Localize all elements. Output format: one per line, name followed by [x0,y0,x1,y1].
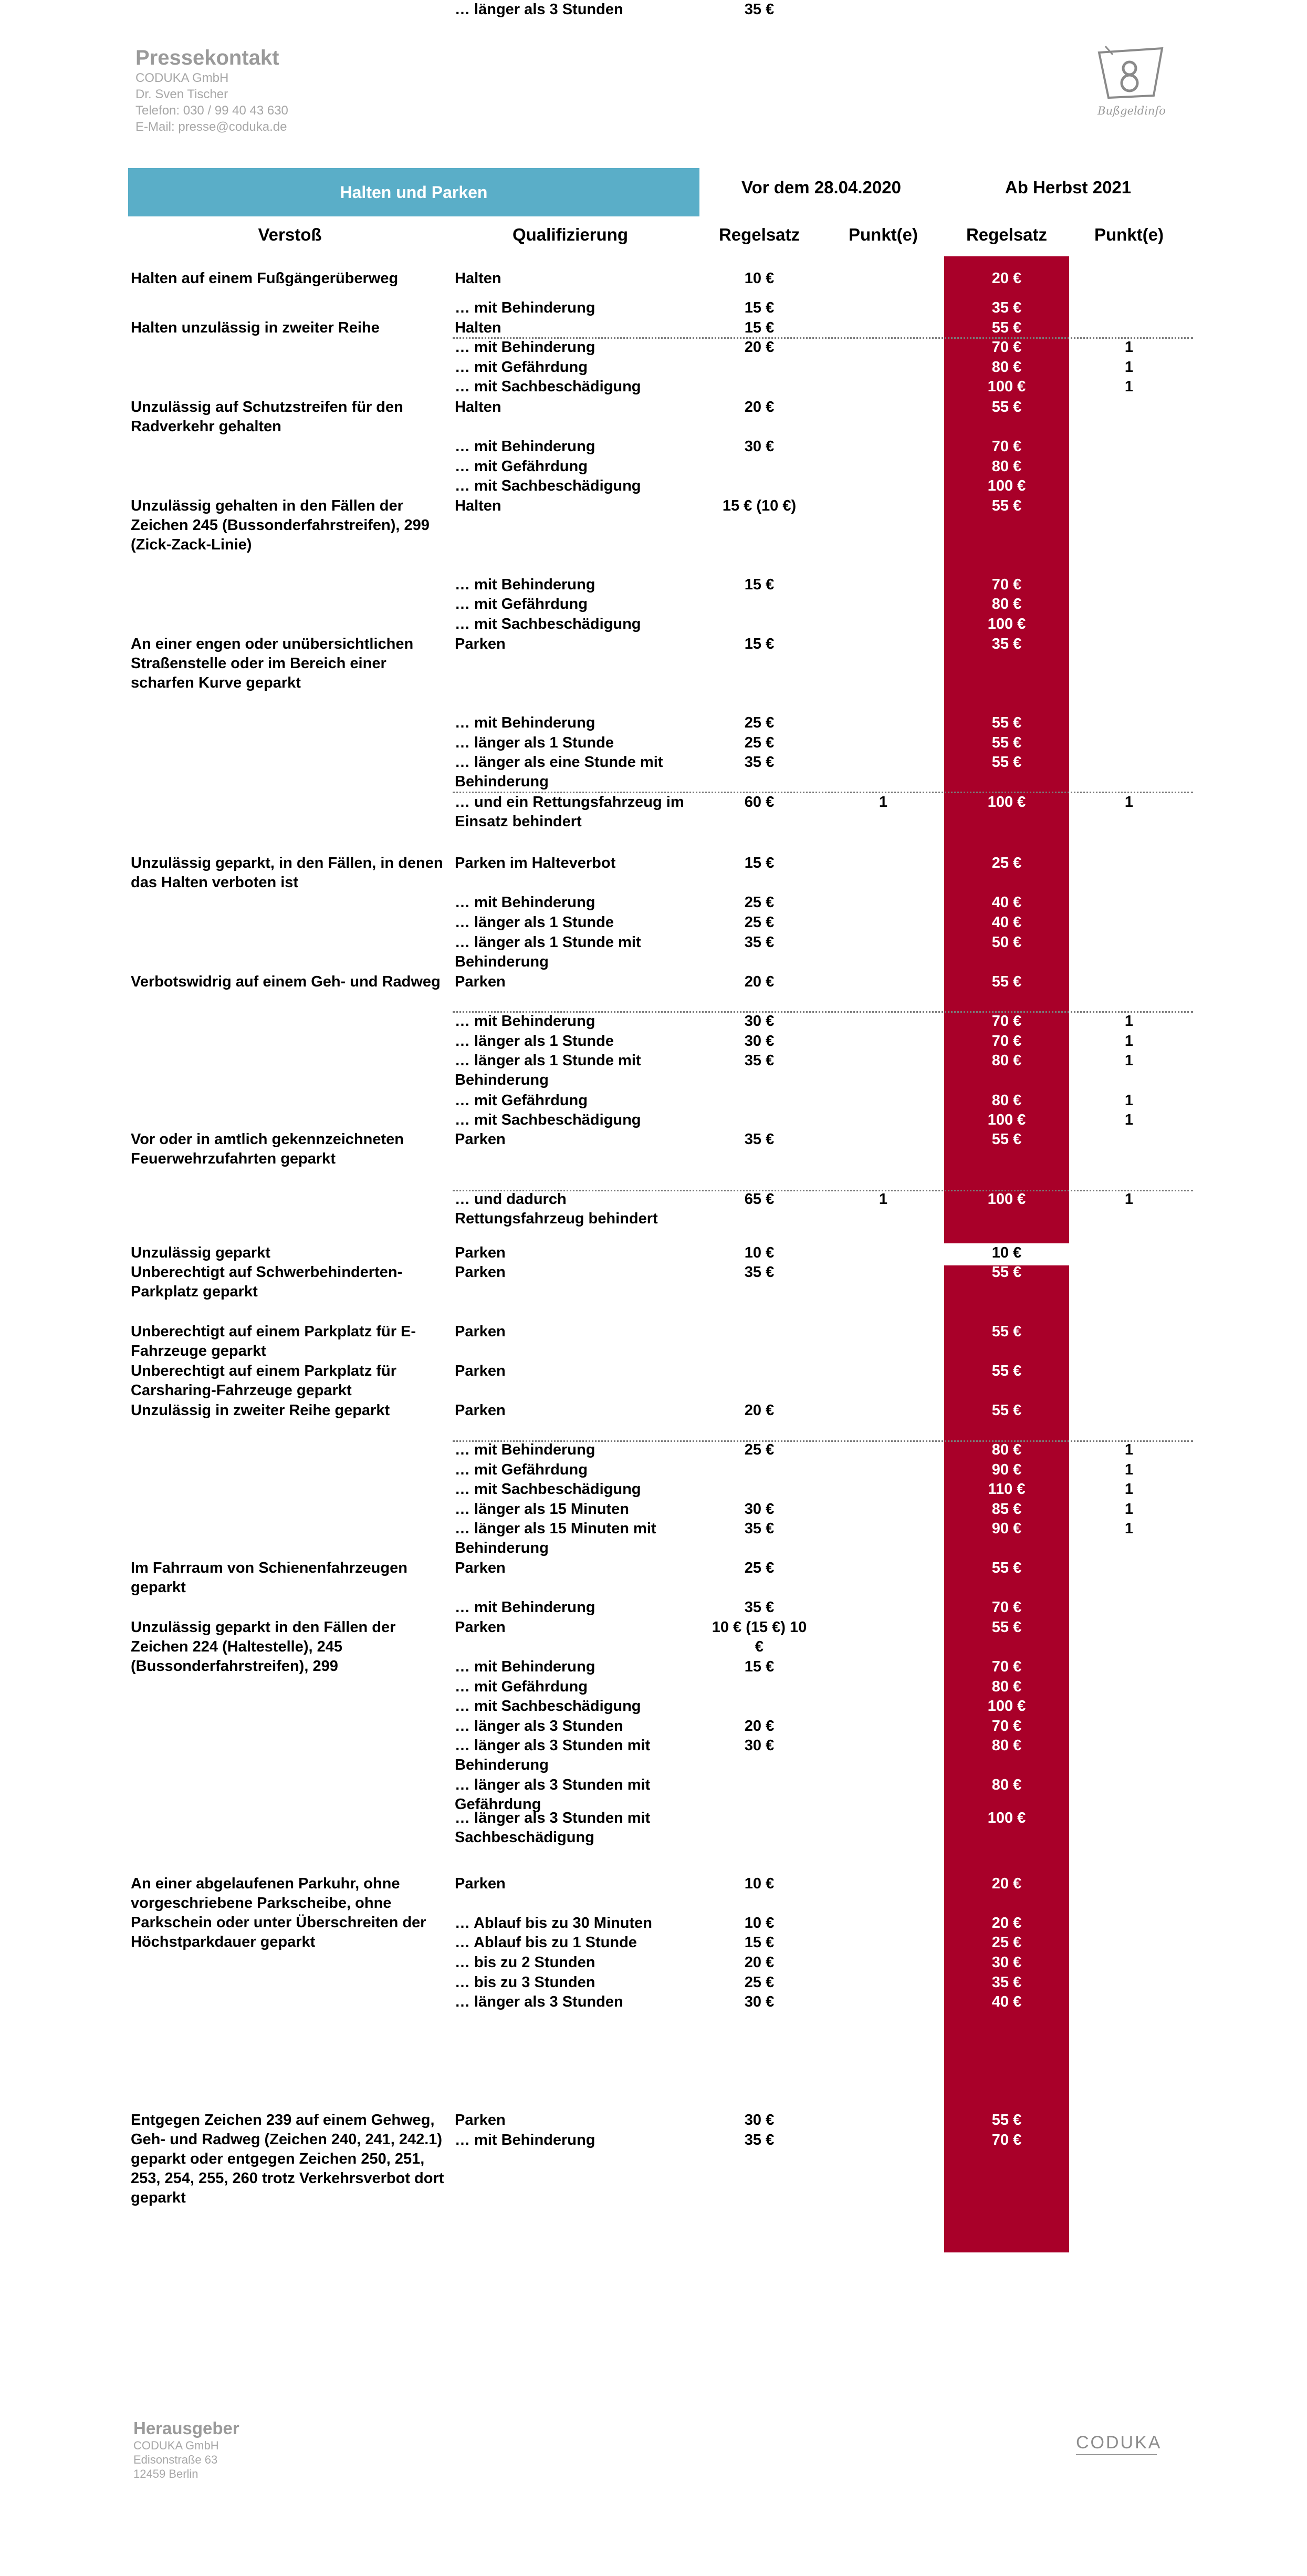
qualification-cell: … länger als eine Stunde mit Behinderung [455,754,663,790]
rate-before-cell: 30 € [744,1993,775,2010]
rate-before-cell: 25 € [744,914,775,931]
rate-after-cell: 70 € [991,576,1022,593]
qualification-cell: Parken im Halteverbot [455,855,616,871]
qualification-cell: … länger als 15 Minuten mit Behinderung [455,1520,656,1556]
publisher-line: CODUKA GmbH [133,2439,219,2452]
qualification-cell: Parken [455,2112,506,2128]
qualification-cell: … mit Behinderung [455,1441,595,1458]
col-header-regelsatz-after: Regelsatz [966,225,1048,244]
qualification-cell: … bis zu 2 Stunden [455,1954,595,1971]
rate-after-cell: 55 € [991,319,1022,336]
rate-before-cell: 25 € [744,1560,775,1576]
qualification-cell: Halten [455,497,501,514]
qualification-cell: … mit Gefährdung [455,596,588,612]
row-separator [453,1190,1193,1191]
rate-after-cell: 55 € [991,1560,1022,1576]
violation-cell: Halten auf einem Fußgängerüberweg [131,270,399,287]
col-header-punkte-after: Punkt(e) [1094,225,1164,244]
rate-before-cell: 35 € [744,1599,775,1616]
publisher-heading: Herausgeber [133,2418,239,2438]
rate-after-cell: 80 € [991,1052,1022,1069]
rate-before-cell: 30 € [744,1501,775,1518]
rate-before-cell: 15 € [744,319,775,336]
violation-cell: Unzulässig geparkt, in den Fällen, in denen das Halten verboten ist [131,855,443,891]
rate-before-cell: 30 € [744,1033,775,1050]
rate-after-cell: 55 € [991,1131,1022,1148]
rate-after-cell: 85 € [991,1501,1022,1518]
qualification-cell: Parken [455,1875,506,1892]
rate-after-cell: 70 € [991,1013,1022,1030]
qualification-cell: … länger als 3 Stunden [455,1,623,18]
qualification-cell: … länger als 3 Stunden mit Gefährdung [455,1777,651,1813]
qualification-cell: Parken [455,1402,506,1419]
rate-after-cell: 80 € [991,1737,1022,1754]
rate-before-cell: 25 € [744,1441,775,1458]
rate-after-cell: 100 € [987,1191,1026,1208]
rate-after-cell: 70 € [991,1658,1022,1675]
qualification-cell: Halten [455,399,501,416]
row-separator [453,1011,1193,1013]
qualification-cell: … länger als 15 Minuten [455,1501,629,1518]
qualification-cell: Parken [455,1560,506,1576]
qualification-cell: Parken [455,636,506,652]
rate-after-cell: 55 € [991,1264,1022,1281]
rate-after-cell: 35 € [991,1974,1022,1991]
rate-before-cell: 20 € [744,1402,775,1419]
rate-after-cell: 100 € [987,616,1026,632]
violation-cell: Unzulässig gehalten in den Fällen der Zeichen 245 (Bussonderfahrstreifen), 299 (Zick-Zack-Linie) [131,497,430,553]
violation-cell: Vor oder in amtlich gekennzeichneten Feuerwehrzufahrten geparkt [131,1131,404,1167]
rate-before-cell: 25 € [744,1974,775,1991]
rate-before-cell: 30 € [744,2112,775,2128]
points-before-cell: 1 [879,794,888,811]
press-line: CODUKA GmbH [135,71,229,85]
rate-before-cell: 65 € [744,1191,775,1208]
rate-after-cell: 70 € [991,1718,1022,1734]
rate-after-cell: 80 € [991,1678,1022,1695]
qualification-cell: … länger als 1 Stunde [455,1033,614,1050]
press-line: E-Mail: presse@coduka.de [135,120,287,134]
rate-after-cell: 70 € [991,438,1022,455]
qualification-cell: Parken [455,1323,506,1340]
qualification-cell: … mit Sachbeschädigung [455,477,641,494]
rate-after-cell: 30 € [991,1954,1022,1971]
violation-cell: Unberechtigt auf einem Parkplatz für E-Fahrzeuge geparkt [131,1323,416,1359]
violation-cell: Entgegen Zeichen 239 auf einem Gehweg, Geh- und Radweg (Zeichen 240, 241, 242.1) geparkt oder entgegen Zeichen 250, 251, 253, 254, 255, 260 trotz Verkehrsverbot dort geparkt [131,2112,444,2206]
rate-before-cell: 35 € [744,934,775,951]
rate-after-cell: 80 € [991,596,1022,612]
row-separator [453,792,1193,793]
points-after-cell: 1 [1124,1112,1134,1128]
qualification-cell: … und ein Rettungsfahrzeug im Einsatz behindert [455,794,684,830]
rate-after-cell: 55 € [991,1323,1022,1340]
violation-cell: Verbotswidrig auf einem Geh- und Radweg [131,973,441,990]
qualification-cell: … mit Behinderung [455,1599,595,1616]
rate-before-cell: 30 € [744,438,775,455]
col-header-punkte-before: Punkt(e) [849,225,918,244]
violation-cell: Unberechtigt auf einem Parkplatz für Carsharing-Fahrzeuge geparkt [131,1363,396,1399]
qualification-cell: … mit Behinderung [455,576,595,593]
rate-after-cell: 70 € [991,339,1022,356]
qualification-cell: … mit Sachbeschädigung [455,1112,641,1128]
rate-before-cell: 15 € [744,855,775,871]
qualification-cell: … länger als 1 Stunde [455,914,614,931]
qualification-cell: … länger als 1 Stunde [455,734,614,751]
rate-after-cell: 40 € [991,1993,1022,2010]
rate-before-cell: 30 € [744,1737,775,1754]
violation-cell: Halten unzulässig in zweiter Reihe [131,319,380,336]
rate-after-cell: 35 € [991,636,1022,652]
rate-after-cell: 90 € [991,1520,1022,1537]
rate-after-cell: 55 € [991,1363,1022,1379]
points-before-cell: 1 [879,1191,888,1208]
rate-after-cell: 100 € [987,794,1026,811]
points-after-cell: 1 [1124,1481,1134,1498]
qualification-cell: … Ablauf bis zu 30 Minuten [455,1915,652,1931]
rate-before-cell: 15 € [744,636,775,652]
qualification-cell: … länger als 1 Stunde mit Behinderung [455,1052,641,1088]
rate-before-cell: 15 € [744,299,775,316]
rate-after-cell: 20 € [991,270,1022,287]
qualification-cell: Parken [455,1363,506,1379]
qualification-cell: … mit Behinderung [455,299,595,316]
points-after-cell: 1 [1124,378,1134,395]
violation-cell: Unzulässig geparkt in den Fällen der Zeichen 224 (Haltestelle), 245 (Bussonderfahrstreifen), 299 [131,1619,396,1675]
qualification-cell: … mit Behinderung [455,438,595,455]
rate-after-cell: 55 € [991,1402,1022,1419]
rate-before-cell: 20 € [744,1718,775,1734]
col-header-verstoss: Verstoß [258,225,322,244]
qualification-cell: … mit Gefährdung [455,1461,588,1478]
qualification-cell: … mit Sachbeschädigung [455,378,641,395]
rate-after-cell: 40 € [991,894,1022,911]
rate-before-cell: 35 € [744,1264,775,1281]
col-header-regelsatz-before: Regelsatz [718,225,800,244]
points-after-cell: 1 [1124,1013,1134,1030]
rate-before-cell: 15 € [744,1658,775,1675]
rate-after-cell: 80 € [991,1092,1022,1109]
logo-text: Bußgeldinfo [1097,105,1166,117]
rate-before-cell: 10 € (15 €) 10 € [712,1619,807,1655]
bussgeld-logo-icon [1095,45,1168,124]
rate-after-cell: 100 € [987,378,1026,395]
rate-after-cell: 70 € [991,2132,1022,2148]
rate-before-cell: 15 € [744,576,775,593]
rate-after-cell: 55 € [991,973,1022,990]
press-contact [135,46,288,135]
qualification-cell: … länger als 3 Stunden mit Sachbeschädigung [455,1810,651,1846]
qualification-cell: Parken [455,1619,506,1636]
qualification-cell: Parken [455,1244,506,1261]
rate-before-cell: 30 € [744,1013,775,1030]
rate-after-cell: 55 € [991,1619,1022,1636]
qualification-cell: … Ablauf bis zu 1 Stunde [455,1934,637,1951]
qualification-cell: … mit Behinderung [455,1658,595,1675]
points-after-cell: 1 [1124,1191,1134,1208]
publisher-line: 12459 Berlin [133,2467,198,2480]
rate-before-cell: 15 € [744,1934,775,1951]
violation-cell: Unzulässig auf Schutzstreifen für den Radverkehr gehalten [131,399,403,435]
points-after-cell: 1 [1124,1520,1134,1537]
row-separator [453,337,1193,339]
rate-before-cell: 20 € [744,339,775,356]
qualification-cell: … mit Behinderung [455,894,595,911]
rate-after-cell: 55 € [991,714,1022,731]
rate-before-cell: 10 € [744,1915,775,1931]
qualification-cell: … mit Gefährdung [455,458,588,475]
col-header-qualifizierung: Qualifizierung [512,225,628,244]
points-after-cell: 1 [1124,1461,1134,1478]
rate-after-cell: 10 € [991,1244,1022,1261]
press-line: Dr. Sven Tischer [135,87,228,101]
violation-cell: An einer abgelaufenen Parkuhr, ohne vorgeschriebene Parkscheibe, ohne Parkschein oder unter Überschreiten der Höchstparkdauer geparkt [131,1875,426,1950]
qualification-cell: … mit Sachbeschädigung [455,1481,641,1498]
rate-before-cell: 10 € [744,1244,775,1261]
rate-after-cell: 55 € [991,734,1022,751]
violation-cell: Im Fahrraum von Schienenfahrzeugen geparkt [131,1560,407,1596]
rate-before-cell: 10 € [744,1875,775,1892]
rate-before-cell: 35 € [744,1520,775,1537]
qualification-cell: Parken [455,973,506,990]
row-separator [453,1440,1193,1442]
rate-after-cell: 55 € [991,399,1022,416]
rate-after-cell: 80 € [991,1441,1022,1458]
rate-before-cell: 25 € [744,734,775,751]
rate-after-cell: 100 € [987,1112,1026,1128]
rate-after-cell: 90 € [991,1461,1022,1478]
rate-before-cell: 10 € [744,270,775,287]
rate-before-cell: 20 € [744,1954,775,1971]
qualification-cell: Parken [455,1264,506,1281]
qualification-cell: … länger als 3 Stunden mit Behinderung [455,1737,651,1773]
rate-before-cell: 35 € [744,1131,775,1148]
qualification-cell: Parken [455,1131,506,1148]
rate-after-cell: 80 € [991,1777,1022,1793]
rate-after-cell: 70 € [991,1033,1022,1050]
col-group-after: Ab Herbst 2021 [1005,178,1132,197]
rate-after-cell: 35 € [991,299,1022,316]
qualification-cell: … länger als 3 Stunden [455,1718,623,1734]
rate-after-cell: 100 € [987,477,1026,494]
rate-before-cell: 60 € [744,794,775,811]
rate-before-cell: 35 € [744,754,775,771]
group-header-title: Halten und Parken [340,183,488,202]
points-after-cell: 1 [1124,339,1134,356]
qualification-cell: Halten [455,270,501,287]
qualification-cell: … mit Gefährdung [455,1092,588,1109]
rate-before-cell: 25 € [744,714,775,731]
points-after-cell: 1 [1124,1441,1134,1458]
qualification-cell: … bis zu 3 Stunden [455,1974,595,1991]
violation-cell: Unberechtigt auf Schwerbehinderten-Parkplatz geparkt [131,1264,403,1300]
qualification-cell: … mit Sachbeschädigung [455,616,641,632]
points-after-cell: 1 [1124,1052,1134,1069]
qualification-cell: Halten [455,319,501,336]
rate-after-cell: 55 € [991,2112,1022,2128]
rate-after-cell: 55 € [991,754,1022,771]
qualification-cell: … länger als 1 Stunde mit Behinderung [455,934,641,970]
violation-cell: Unzulässig in zweiter Reihe geparkt [131,1402,390,1419]
rate-before-cell: 35 € [744,1052,775,1069]
coduka-logo: CODUKA [1076,2433,1162,2453]
rate-after-cell: 70 € [991,1,1022,18]
points-after-cell: 1 [1124,1033,1134,1050]
qualification-cell: … mit Behinderung [455,2132,595,2148]
points-after-cell: 1 [1124,1501,1134,1518]
rate-after-cell: 100 € [987,1810,1026,1826]
publisher-line: Edisonstraße 63 [133,2453,218,2466]
rate-before-cell: 35 € [744,1,775,18]
qualification-cell: … mit Sachbeschädigung [455,1698,641,1715]
rate-after-cell: 25 € [991,1934,1022,1951]
rate-before-cell: 15 € (10 €) [722,497,797,514]
qualification-cell: … und dadurch Rettungsfahrzeug behindert [455,1191,658,1227]
qualification-cell: … mit Behinderung [455,714,595,731]
press-line: Telefon: 030 / 99 40 43 630 [135,103,288,118]
col-group-before: Vor dem 28.04.2020 [741,178,901,197]
rate-after-cell: 70 € [991,1599,1022,1616]
publisher [133,2418,239,2481]
rate-before-cell: 25 € [744,894,775,911]
rate-after-cell: 40 € [991,914,1022,931]
rate-after-cell: 80 € [991,458,1022,475]
rate-after-cell: 50 € [991,934,1022,951]
rate-after-cell: 100 € [987,1698,1026,1715]
violation-cell: Unzulässig geparkt [131,1244,270,1261]
rate-before-cell: 20 € [744,973,775,990]
qualification-cell: … mit Gefährdung [455,1678,588,1695]
coduka-logo-underline [1076,2454,1157,2455]
rate-after-cell: 55 € [991,497,1022,514]
rate-after-cell: 25 € [991,855,1022,871]
points-after-cell: 1 [1124,359,1134,376]
qualification-cell: … mit Behinderung [455,339,595,356]
press-heading: Pressekontakt [135,46,279,69]
rate-after-cell: 20 € [991,1875,1022,1892]
qualification-cell: … mit Behinderung [455,1013,595,1030]
rate-after-cell: 80 € [991,359,1022,376]
rate-before-cell: 20 € [744,399,775,416]
points-after-cell: 1 [1124,1092,1134,1109]
rate-after-cell: 20 € [991,1915,1022,1931]
violation-cell: An einer engen oder unübersichtlichen Straßenstelle oder im Bereich einer scharfen Kurve geparkt [131,636,414,691]
qualification-cell: … länger als 3 Stunden [455,1993,623,2010]
rate-after-cell: 110 € [988,1481,1026,1498]
qualification-cell: … mit Gefährdung [455,359,588,376]
rate-before-cell: 35 € [744,2132,775,2148]
points-after-cell: 1 [1124,794,1134,811]
